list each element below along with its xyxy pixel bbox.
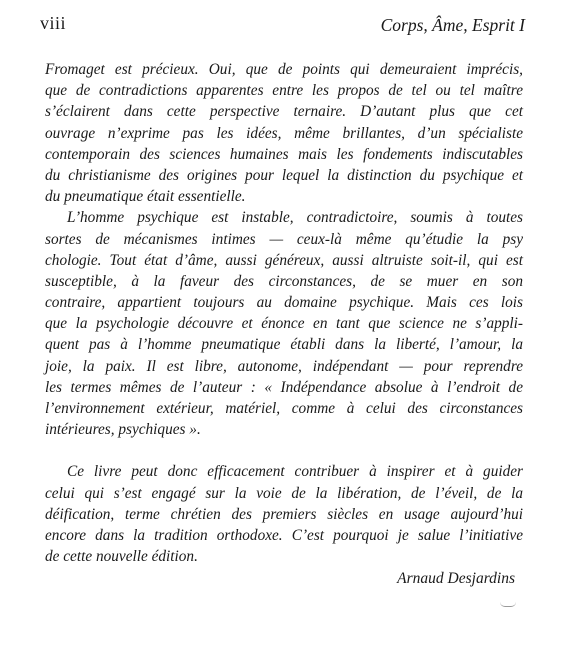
text-line: joie, la paix. Il est libre, autonome, indépendant — pour reprendre (45, 357, 523, 375)
text-line: celui qui s’est engagé sur la voie de la libération, de l’éveil, de la (45, 484, 523, 502)
author-signature: Arnaud Desjardins (397, 570, 515, 587)
text-line: que la psychologie découvre et énonce en tant que science ne s’appli- (45, 315, 523, 333)
text-line: les termes mêmes de l’auteur : « Indépendance absolue à l’endroit de (45, 378, 523, 396)
text-line: s’éclairent dans cette perspective ternaire. D’autant plus que cet (45, 103, 523, 121)
text-line: encore dans la tradition orthodoxe. C’est pourquoi je salue l’initiative (45, 526, 523, 544)
paragraph-gap (45, 440, 523, 461)
text-line: chologie. Tout état d’âme, aussi généreux, aussi altruiste soit-il, qui est (45, 251, 523, 269)
text-line: quent pas à l’homme pneumatique établi dans la liberté, l’amour, la (45, 336, 523, 354)
text-line: du christianisme des origines pour lequel la distinction du psychique et (45, 166, 523, 184)
paragraph-2 (45, 207, 523, 440)
page-number: viii (40, 13, 67, 33)
paragraph-3 (45, 461, 523, 567)
page-blemish (500, 602, 516, 607)
running-title: Corps, Âme, Esprit I (380, 15, 525, 35)
text-line: que de contradictions apparentes entre les propos de tel ou tel maître (45, 82, 523, 100)
text-line: de cette nouvelle édition. (45, 548, 198, 566)
text-line: Fromaget est précieux. Oui, que de points qui demeuraient imprécis, (45, 61, 523, 78)
text-line: intérieures, psychiques ». (45, 421, 201, 439)
paragraph-1 (45, 59, 523, 207)
text-line: contemporain des sciences humaines mais les fondements indiscutables (45, 145, 523, 163)
text-line: ouvrage n’exprime pas les idées, même brillantes, d’un spécialiste (45, 124, 523, 142)
text-line: déification, terme chrétien des premiers siècles en usage aujourd’hui (45, 505, 523, 523)
body-text (45, 59, 523, 567)
text-line: susceptible, à la faveur des circonstances, de se muer en son (45, 272, 523, 290)
text-line: l’environnement extérieur, matériel, comme à celui des circonstances (45, 400, 523, 417)
text-line: contraire, appartient toujours au domaine psychique. Mais ces lois (45, 294, 523, 312)
text-line: Ce livre peut donc efficacement contribuer à inspirer et à guider (67, 463, 523, 481)
text-line: L’homme psychique est instable, contradictoire, soumis à toutes (67, 209, 523, 227)
text-line: du pneumatique était essentielle. (45, 188, 246, 206)
text-line: sortes de mécanismes intimes — ceux-là même qu’étudie la psy (45, 230, 523, 248)
